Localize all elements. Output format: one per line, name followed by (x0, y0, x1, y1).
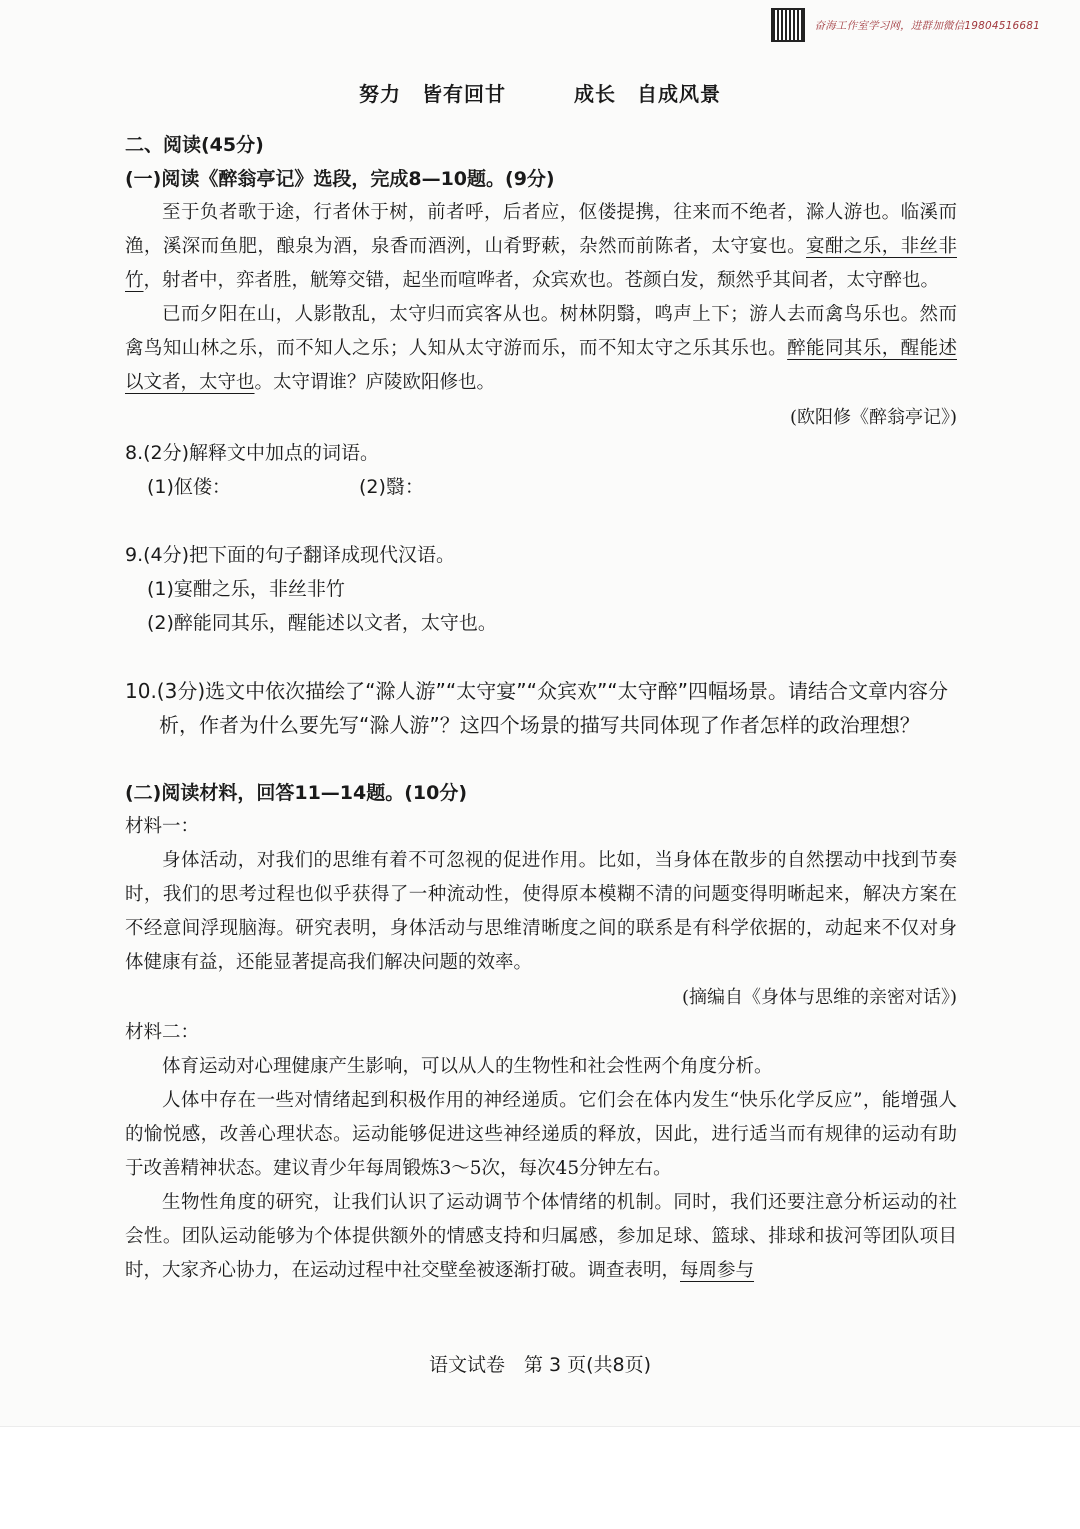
material-2-paragraph-2: 人体中存在一些对情绪起到积极作用的神经递质。它们会在体内发生“快乐化学反应”，能增强人的愉悦感，改善心理状态。运动能够促进这些神经递质的释放，因此，进行适当而有规律的运动有助于改善精神状态。建议青少年每周锻炼3～5次，每次45分钟左右。 (125, 1090, 957, 1179)
qr-code-icon (771, 8, 805, 42)
page-content (125, 128, 957, 1288)
page-slogan (0, 78, 1080, 107)
question-8-stem: 8.(2分)解释文中加点的词语。 (125, 442, 380, 464)
blank-area (0, 1426, 1080, 1529)
part2-title: (二)阅读材料，回答11—14题。(10分) (125, 782, 468, 804)
question-8-items (125, 470, 957, 504)
slogan-right: 成长 自成风景 (573, 82, 721, 106)
underlined-sentence: 宴酣之乐，非丝非竹 (125, 236, 957, 291)
passage-paragraph-2 (125, 298, 957, 400)
watermark (771, 8, 1040, 42)
material-2-label: 材料二： (125, 1022, 200, 1043)
question-9-item-2: (2)醉能同其乐，醒能述以文者，太守也。 (147, 612, 497, 634)
material-2-paragraph-3 (125, 1186, 957, 1288)
passage-source: (欧阳修《醉翁亭记》) (789, 407, 957, 428)
question-8-item-1: (1)伛偻： (147, 476, 231, 498)
material-2-paragraph-1: 体育运动对心理健康产生影响，可以从人的生物性和社会性两个角度分析。 (162, 1056, 773, 1077)
slogan-left: 努力 皆有回甘 (359, 82, 507, 106)
underlined-sentence: 每周参与 (680, 1260, 755, 1281)
question-10: 10.(3分)选文中依次描绘了“滁人游”“太守宴”“众宾欢”“太守醉”四幅场景。请结合文章内容分析，作者为什么要先写“滁人游”？这四个场景的描写共同体现了作者怎样的政治理想？ (125, 679, 949, 737)
passage-text: 。太守谓谁？庐陵欧阳修也。 (254, 372, 496, 393)
question-9-stem: 9.(4分)把下面的句子翻译成现代汉语。 (125, 544, 456, 566)
passage-text: 生物性角度的研究，让我们认识了运动调节个体情绪的机制。同时，我们还要注意分析运动的社会性。团队运动能够为个体提供额外的情感支持和归属感，参加足球、篮球、排球和拔河等团队项目时，大家齐心协力，在运动过程中社交壁垒被逐渐打破。调查表明， (125, 1192, 957, 1281)
underlined-sentence: 醉能同其乐，醒能述以文者，太守也 (125, 338, 957, 393)
passage-paragraph-1 (125, 196, 957, 298)
watermark-text: 奋海工作室学习网，进群加微信19804516681 (814, 19, 1040, 32)
passage-text: ，射者中，弈者胜，觥筹交错，起坐而喧哗者，众宾欢也。苍颜白发，颓然乎其间者，太守醉也。 (143, 270, 940, 291)
material-1-text: 身体活动，对我们的思维有着不可忽视的促进作用。比如，当身体在散步的自然摆动中找到节奏时，我们的思考过程也似乎获得了一种流动性，使得原本模糊不清的问题变得明晰起来，解决方案在不经意间浮现脑海。研究表明，身体活动与思维清晰度之间的联系是有科学依据的，动起来不仅对身体健康有益，还能显著提高我们解决问题的效率。 (125, 850, 957, 973)
section-title: 二、阅读(45分) (125, 134, 264, 156)
material-1-label: 材料一： (125, 816, 200, 837)
page-footer: 语文试卷 第 3 页(共8页) (428, 1354, 652, 1376)
question-9-item-1: (1)宴酣之乐，非丝非竹 (147, 578, 345, 600)
question-8-item-2: (2)翳： (359, 476, 424, 498)
passage-text: 至于负者歌于途，行者休于树，前者呼，后者应，伛偻提携，往来而不绝者，滁人游也。临溪而渔，溪深而鱼肥，酿泉为酒，泉香而酒洌，山肴野蔌，杂然而前陈者，太守宴也。 (125, 202, 957, 257)
material-1-source: (摘编自《身体与思维的亲密对话》) (681, 987, 957, 1008)
part1-title: (一)阅读《醉翁亭记》选段，完成8—10题。(9分) (125, 168, 555, 190)
passage-text: 已而夕阳在山，人影散乱，太守归而宾客从也。树林阴翳，鸣声上下；游人去而禽鸟乐也。然而禽鸟知山林之乐，而不知人之乐；人知从太守游而乐，而不知太守之乐其乐也。 (125, 304, 957, 359)
